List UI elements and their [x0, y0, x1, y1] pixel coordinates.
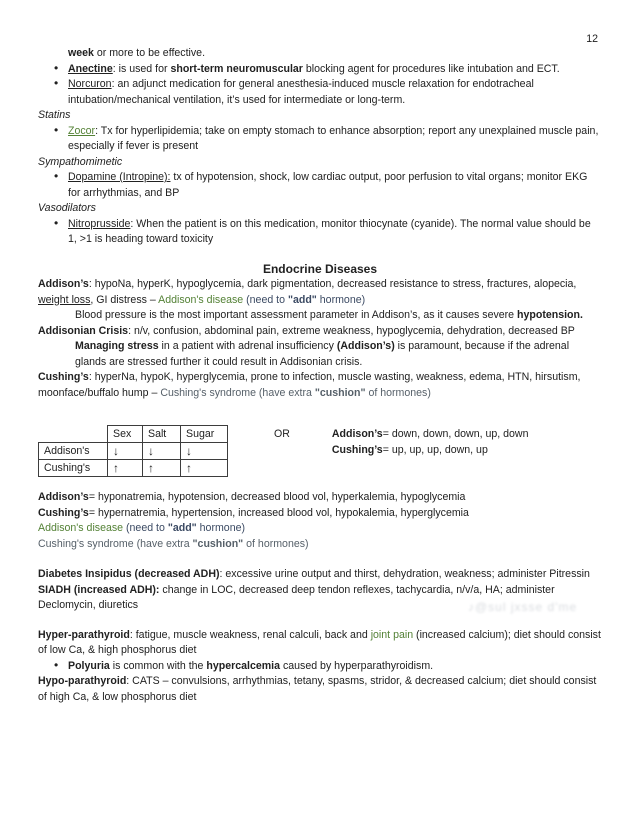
down-arrow-icon: ↓	[143, 443, 181, 460]
bullet-marker-icon: •	[54, 657, 59, 672]
or-label: OR	[274, 428, 290, 440]
text-run: change in LOC, decreased deep tendon reflexes, tachycardia, n/v/a, HA; administer Declomycin, diuretics	[38, 583, 555, 611]
text-run: hormone)	[196, 522, 246, 534]
text-run: Norcuron	[68, 78, 112, 90]
text-run: = up, up, up, down, up	[382, 443, 488, 456]
table-row	[39, 460, 228, 477]
bullet-marker-icon: •	[54, 215, 59, 230]
text-run: Cushing’s	[331, 443, 383, 456]
bullet-anectine	[38, 62, 602, 78]
text-run: Cushing's syndrome (have extra	[160, 386, 315, 399]
summary-addisons-arrows	[332, 427, 529, 443]
text-run: : excessive urine output and thirst, dehydration, weakness; administer Pitressin	[219, 568, 590, 580]
text-run: is common with the	[109, 659, 207, 672]
text-run: Addison's disease	[38, 522, 124, 534]
bullet-zocor	[38, 124, 602, 155]
up-arrow-icon: ↑	[181, 460, 228, 477]
text-run: tx of hypotension, shock, low cardiac output, poor perfusion to vital organs; monitor EKG for arrhythmias, and BP	[68, 171, 588, 199]
bullet-marker-icon: •	[54, 60, 59, 75]
paragraph-week-continuation	[38, 46, 602, 62]
text-run: : Tx for hyperlipidemia; take on empty stomach to enhance absorption; report any unexplained muscle pain, especially if fever is present	[68, 124, 599, 152]
text-run: (need to	[243, 293, 288, 306]
text-run: Blood pressure is the most important assessment parameter in Addison’s, as it causes severe	[75, 309, 518, 321]
table-header-sugar: Sugar	[181, 426, 228, 443]
text-run: Anectine	[68, 62, 113, 75]
text-run: Vasodilators	[38, 202, 96, 214]
flow-top	[38, 46, 602, 401]
table-row-label-addisons: Addison's	[39, 443, 108, 460]
text-run: Managing stress	[75, 340, 159, 352]
text-run: Statins	[38, 109, 71, 121]
paragraph-hyperparathyroid	[38, 628, 602, 659]
table-header-salt: Salt	[143, 426, 181, 443]
text-run: Hypo-parathyroid	[38, 675, 127, 687]
text-run: (Addison’s)	[336, 340, 395, 352]
text-run: Zocor	[68, 124, 96, 137]
text-run: : is used for	[112, 62, 171, 75]
bullet-dopamine	[38, 170, 602, 201]
text-run: (increased calcium); diet should consist of low Ca, & high phosphorus diet	[38, 628, 601, 656]
text-run: Polyuria	[68, 659, 110, 672]
text-run: Nitroprusside	[68, 217, 131, 230]
section-label-sympathomimetic	[38, 155, 602, 171]
text-run: Cushing’s	[38, 371, 89, 383]
text-run: weight loss	[38, 293, 91, 306]
paragraph-hypoparathyroid	[38, 674, 602, 705]
table-row	[39, 443, 228, 460]
down-arrow-icon: ↓	[108, 443, 143, 460]
text-run: is paramount, because if the adrenal glands are stressed further it could result in Addisonian crisis.	[75, 340, 570, 368]
table-header-sex: Sex	[108, 426, 143, 443]
text-run: "add"	[167, 522, 197, 534]
paragraph-cushings-syndrome-mnemonic	[38, 537, 602, 553]
text-run: Hyper-parathyroid	[38, 628, 130, 641]
text-run: of hormones)	[365, 386, 431, 399]
section-label-statins	[38, 108, 602, 124]
text-run: caused by hyperparathyroidism.	[280, 659, 434, 672]
summary-cushings-arrows	[332, 443, 529, 459]
table-header-row	[39, 426, 228, 443]
text-run: : When the patient is on this medication, monitor thiocynate (cyanide). The normal value should be 1, >1 is heading toward toxicity	[68, 217, 591, 245]
addisons-cushings-table	[38, 425, 228, 477]
text-run: blocking agent for procedures like intubation and ECT.	[302, 62, 560, 75]
text-run: in a patient with adrenal insufficiency	[158, 340, 337, 352]
text-run: : n/v, confusion, abdominal pain, extreme weakness, hypoglycemia, dehydration, decreased BP	[128, 324, 575, 337]
paragraph-addisons-disease-mnemonic	[38, 521, 602, 537]
text-run: : fatigue, muscle weakness, renal calculi, back and	[129, 628, 371, 641]
text-run: Addison’s	[38, 491, 89, 503]
text-run: , GI distress –	[90, 293, 159, 306]
text-run: SIADH (increased ADH):	[38, 583, 160, 596]
text-run: Sympathomimetic	[38, 155, 123, 168]
text-run: joint pain	[370, 628, 414, 641]
bullet-polyuria	[38, 659, 602, 675]
paragraph-addisons	[38, 277, 602, 308]
text-run: = hyponatremia, hypotension, decreased blood vol, hyperkalemia, hypoglycemia	[88, 491, 466, 503]
table-row-label-cushings: Cushing's	[39, 460, 108, 477]
text-run: Dopamine (Intropine):	[68, 171, 171, 183]
paragraph-addisonian-crisis	[38, 324, 602, 340]
text-run: week	[68, 47, 94, 59]
bullet-norcuron	[38, 77, 602, 108]
text-run: Addison’s	[331, 428, 383, 440]
text-run: short-term neuromuscular	[170, 62, 303, 75]
bullet-marker-icon: •	[54, 169, 59, 183]
arrow-summary-lines	[332, 427, 529, 458]
text-run: = down, down, down, up, down	[382, 428, 529, 440]
text-run: hormone)	[316, 293, 366, 306]
comparison-table-section	[38, 425, 602, 477]
bullet-marker-icon: •	[54, 76, 59, 90]
page-number: 12	[586, 33, 598, 45]
paragraph-addisons-summary	[38, 490, 602, 506]
up-arrow-icon: ↑	[108, 460, 143, 477]
text-run: : an adjunct medication for general anesthesia-induced muscle relaxation for endotracheal intubation/mechanical ventilation, it’s used for intermediate or long-term.	[68, 78, 534, 106]
text-run: : hypoNa, hyperK, hypoglycemia, dark pigmentation, decreased resistance to stress, fractures, alopecia,	[88, 278, 577, 290]
text-run: hypercalcemia	[206, 659, 280, 672]
text-run: = hypernatremia, hypertension, increased blood vol, hypokalemia, hyperglycemia	[88, 506, 469, 519]
text-run: (need to	[123, 522, 168, 534]
heading-endocrine-diseases	[38, 262, 602, 278]
text-run: Cushing’s	[38, 506, 89, 519]
paragraph-cushings-summary	[38, 506, 602, 522]
text-run: of hormones)	[243, 537, 309, 550]
text-run: Cushing's syndrome (have extra	[38, 537, 193, 550]
paragraph-cushings	[38, 370, 602, 401]
text-run: "add"	[287, 293, 317, 306]
text-run: "cushion"	[314, 386, 366, 399]
text-run: Diabetes Insipidus (decreased ADH)	[38, 568, 220, 580]
text-run: Addisonian Crisis	[38, 324, 129, 337]
text-run: or more to be effective.	[93, 47, 206, 59]
text-run: Addison’s	[38, 278, 89, 290]
text-run: hypotension.	[517, 309, 583, 321]
flow-bottom	[38, 490, 602, 705]
text-run: : hyperNa, hypoK, hyperglycemia, prone to infection, muscle wasting, weakness, edema, HTN, hirsutism, moonface/buffalo hump –	[38, 371, 581, 399]
text-run: Endocrine Diseases	[262, 261, 378, 276]
paragraph-managing-stress	[38, 339, 602, 370]
bullet-marker-icon: •	[54, 122, 59, 137]
paragraph-blood-pressure-note	[38, 308, 602, 324]
bullet-nitroprusside	[38, 217, 602, 248]
text-run: "cushion"	[192, 537, 244, 550]
watermark: ♪@sul jxsse d'me	[468, 600, 578, 614]
text-run: Addison's disease	[158, 293, 244, 306]
table-empty-corner-cell	[39, 426, 108, 443]
down-arrow-icon: ↓	[181, 443, 228, 460]
up-arrow-icon: ↑	[143, 460, 181, 477]
paragraph-diabetes-insipidus	[38, 567, 602, 583]
text-run: : CATS – convulsions, arrhythmias, tetany, spasms, stridor, & decreased calcium; diet should consist of high Ca, & low phosphorus diet	[38, 675, 597, 703]
section-label-vasodilators	[38, 201, 602, 217]
